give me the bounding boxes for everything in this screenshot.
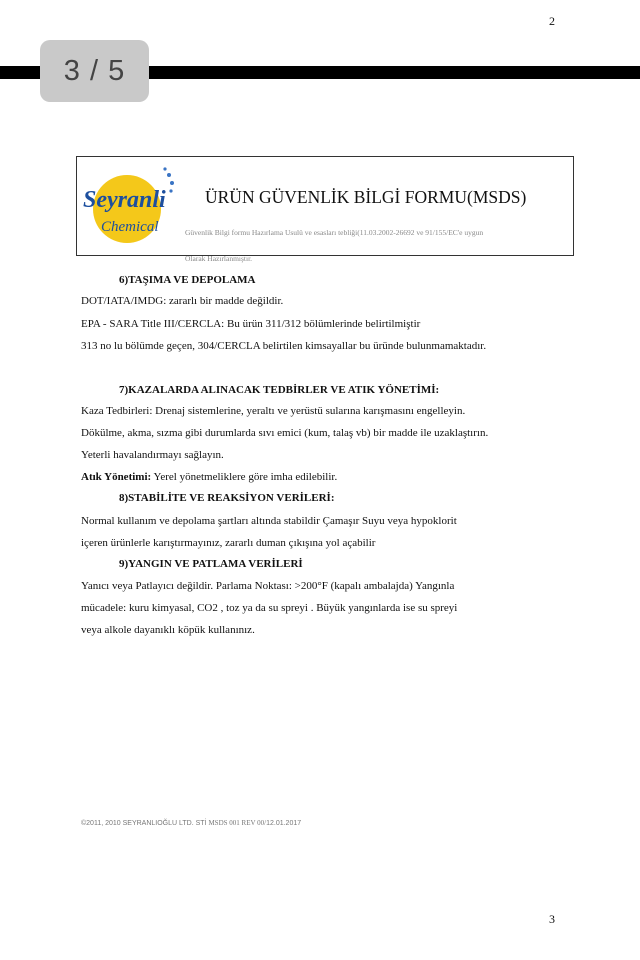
section7-waste-line (81, 471, 337, 483)
footer-copyright: ©2011, 2010 SEYRANLIOĞLU LTD. STİ (81, 820, 209, 827)
section9-heading: 9)YANGIN VE PATLAMA VERİLERİ (119, 558, 303, 570)
page-number-bottom: 3 (549, 912, 555, 926)
seyranli-chemical-logo (81, 161, 177, 251)
msds-header-box (76, 156, 574, 263)
waste-text: Yerel yönetmeliklere göre imha edilebilir. (151, 471, 338, 483)
section6-line-1: DOT/IATA/IMDG: zararlı bir madde değildir. (81, 295, 284, 307)
page-indicator-badge: 3 / 5 (40, 40, 149, 102)
section9-line-3: veya alkole dayanıklı köpük kullanınız. (81, 624, 255, 636)
section9-line-2: mücadele: kuru kimyasal, CO2 , toz ya da su spreyi . Büyük yangınlarda ise su spreyi (81, 602, 458, 614)
section7-line-1: Kaza Tedbirleri: Drenaj sistemlerine, yeraltı ve yerüstü sularına karışmasını engelleyin. (81, 405, 466, 417)
page-number-top: 2 (549, 14, 555, 28)
document-footer (81, 819, 301, 827)
section8-heading: 8)STABİLİTE VE REAKSİYON VERİLERİ: (119, 492, 335, 504)
subtitle-line-2: Olarak Hazırlanmıştır. (185, 254, 253, 263)
subtitle-line-1: Güvenlik Bilgi formu Hazırlama Usulü ve esasları tebliği(11.03.2002-26692 ve 91/155/EC'e uygun (185, 228, 484, 237)
footer-msds-rev: MSDS 001 REV 00/ (208, 819, 267, 827)
section8-line-2: içeren ürünlerle karıştırmayınız, zararlı duman çıkışına yol açabilir (81, 537, 376, 549)
section7-line-2: Dökülme, akma, sızma gibi durumlarda sıvı emici (kum, talaş vb) bir madde ile uzaklaştırın. (81, 427, 489, 439)
section8-line-1: Normal kullanım ve depolama şartları altında stabildir Çamaşır Suyu veya hypoklorit (81, 515, 457, 527)
document-title: ÜRÜN GÜVENLİK BİLGİ FORMU(MSDS) (205, 187, 527, 207)
section7-heading: 7)KAZALARDA ALINACAK TEDBİRLER VE ATIK YÖNETİMİ: (119, 384, 440, 396)
logo-text-sub: Chemical (101, 219, 159, 235)
waste-label: Atık Yönetimi: (81, 471, 152, 483)
section6-line-2: EPA - SARA Title III/CERCLA: Bu ürün 311/312 bölümlerinde belirtilmiştir (81, 318, 421, 330)
section9-line-1: Yanıcı veya Patlayıcı değildir. Parlama Noktası: >200°F (kapalı ambalajda) Yangınla (81, 580, 455, 592)
logo-text-main: Seyranli (83, 187, 166, 213)
section6-heading: 6)TAŞIMA VE DEPOLAMA (119, 274, 256, 286)
section7-line-3: Yeterli havalandırmayı sağlayın. (81, 449, 224, 461)
document-subtitle (185, 220, 569, 272)
footer-date: 12.01.2017 (266, 820, 302, 827)
section6-line-3: 313 no lu bölümde geçen, 304/CERCLA belirtilen kimsayallar bu üründe bulunmamaktadır. (81, 340, 487, 352)
